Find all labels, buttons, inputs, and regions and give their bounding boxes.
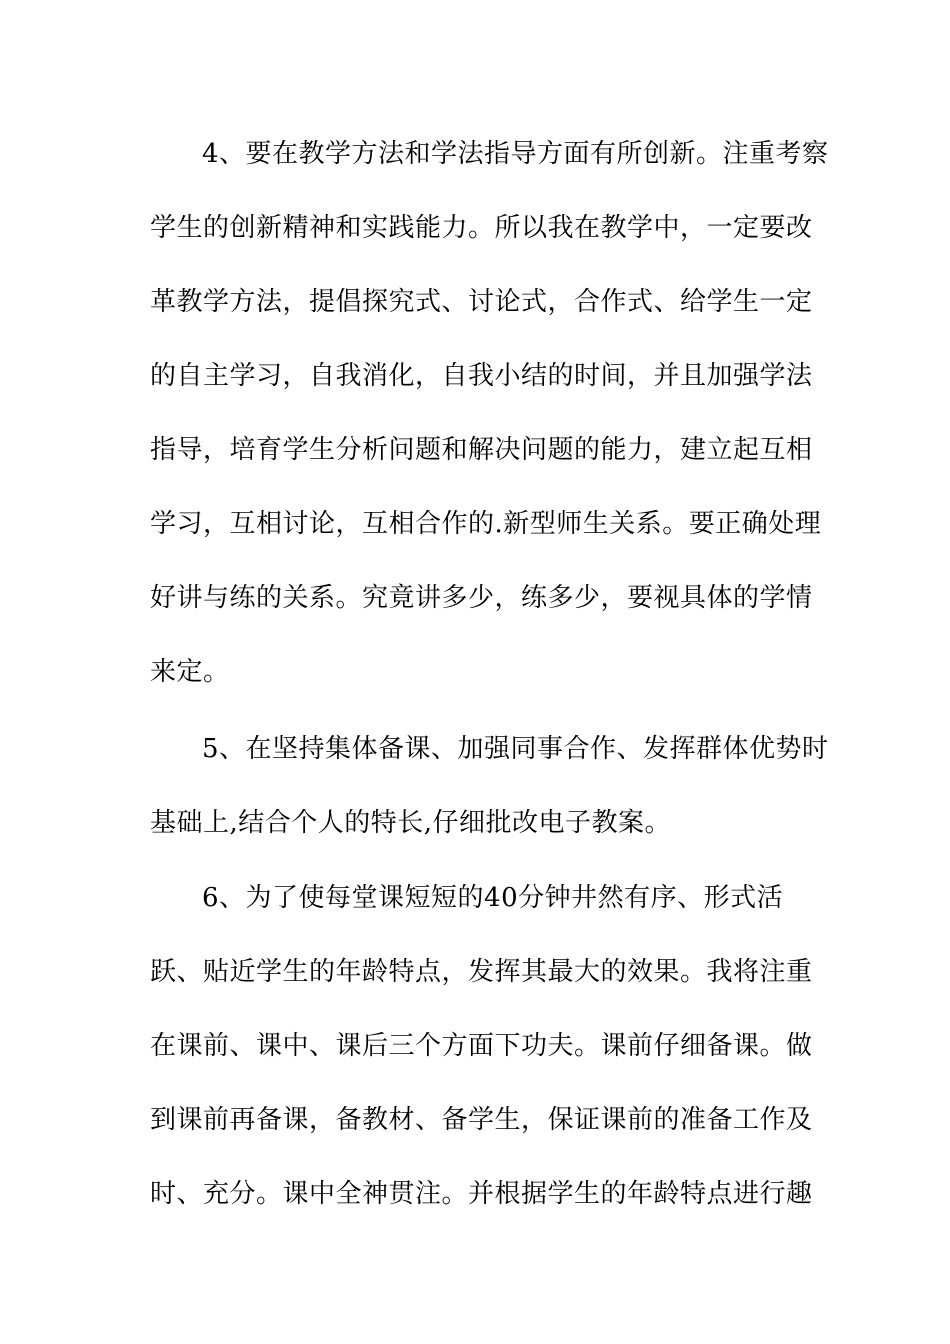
paragraph-6-line-1: 6、为了使每堂课短短的40分钟井然有序、形式活 [202, 883, 784, 913]
paragraph-5-line-1: 5、在坚持集体备课、加强同事合作、发挥群体优势时 [202, 734, 829, 764]
paragraph-4-line-1: 4、要在教学方法和学法指导方面有所创新。注重考察 [202, 139, 829, 169]
paragraph-4-line-7: 好讲与练的关系。究竟讲多少，练多少，要视具体的学情 [150, 583, 813, 613]
paragraph-4-line-6: 学习，互相讨论，互相合作的.新型师生关系。要正确处理 [150, 509, 822, 539]
paragraph-4-line-4: 的自主学习，自我消化，自我小结的时间，并且加强学法 [150, 361, 813, 391]
paragraph-6-line-5: 时、充分。课中全神贯注。并根据学生的年龄特点进行趣 [150, 1179, 813, 1209]
paragraph-4-line-2: 学生的创新精神和实践能力。所以我在教学中，一定要改 [150, 213, 813, 243]
paragraph-4-line-8: 来定。 [150, 657, 230, 687]
paragraph-4-line-5: 指导，培育学生分析问题和解决问题的能力，建立起互相 [150, 435, 813, 465]
paragraph-4-line-3: 革教学方法，提倡探究式、讨论式，合作式、给学生一定 [150, 287, 813, 317]
paragraph-6-line-3: 在课前、课中、课后三个方面下功夫。课前仔细备课。做 [150, 1031, 813, 1061]
paragraph-5-line-2: 基础上,结合个人的特长,仔细批改电子教案。 [150, 808, 672, 838]
paragraph-6-line-2: 跃、贴近学生的年龄特点，发挥其最大的效果。我将注重 [150, 957, 813, 987]
paragraph-6-line-4: 到课前再备课，备教材、备学生，保证课前的准备工作及 [150, 1105, 813, 1135]
